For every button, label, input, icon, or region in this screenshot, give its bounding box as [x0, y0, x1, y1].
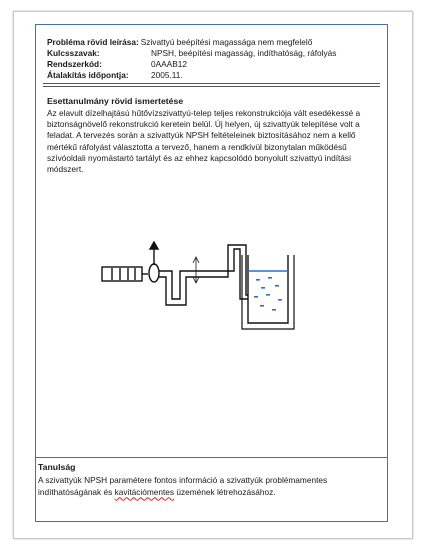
- date-value: 2005.11.: [151, 70, 183, 80]
- keywords-row: [47, 48, 379, 59]
- problem-value: Szivattyú beépítési magassága nem megfelelő: [140, 37, 313, 47]
- case-study-title: Esettanulmány rövid ismertetése: [47, 96, 184, 106]
- motor-box: [102, 267, 142, 281]
- problem-row: [47, 37, 379, 48]
- code-label: Rendszerkód:: [47, 59, 102, 69]
- lesson-text-end: üzemének létrehozásához.: [174, 487, 276, 498]
- lesson-text: [38, 474, 368, 499]
- document-box: [35, 24, 388, 522]
- pump-casing: [149, 264, 159, 282]
- keywords-label: Kulcsszavak:: [47, 48, 100, 58]
- water-tank: [248, 255, 288, 323]
- lesson-text-start: A szivattyúk NPSH paramétere fontos információ a szivattyúk problémamentes indíthatóságának és: [38, 475, 328, 498]
- lesson-title: Tanulság: [38, 462, 76, 472]
- code-row: [47, 59, 379, 70]
- water-surface: [248, 271, 288, 311]
- lesson-box: [36, 457, 387, 522]
- case-study-body: Az elavult dízelhajtású hűtővízszivattyú-telep teljes rekonstrukciója vált esedékessé a biztonságnövelő rekonstrukció keretein belül. Új helyen, új szivattyúk telepítése volt a feladat. A tervezés során a szivattyúk NPSH feltételeinek biztosításához nem a kellő mértékű ráfolyást választotta a tervező, hanem a rendkívül bizonytalan működésű szívóoldali nyomástartó tartályt és az ehhez kapcsolódó bonyolult szivattyú indítási módszert.: [47, 108, 361, 175]
- date-label: Átalakítás időpontja:: [47, 70, 129, 80]
- header-rule-bottom: [43, 86, 380, 87]
- header-block: [47, 37, 379, 81]
- problem-label: Probléma rövid leírása:: [47, 37, 139, 47]
- date-row: [47, 70, 379, 81]
- header-rule-top: [43, 83, 380, 84]
- pump-diagram: [98, 241, 308, 341]
- keywords-value: NPSH, beépítési magasság, indíthatóság, ráfolyás: [151, 48, 337, 58]
- arrow-head: [150, 242, 158, 249]
- water-marks: [254, 277, 282, 311]
- code-value: 0AAAB12: [151, 59, 187, 69]
- suction-pipe: [159, 249, 248, 299]
- spellcheck-marked-word: kavitációmentes: [114, 487, 175, 498]
